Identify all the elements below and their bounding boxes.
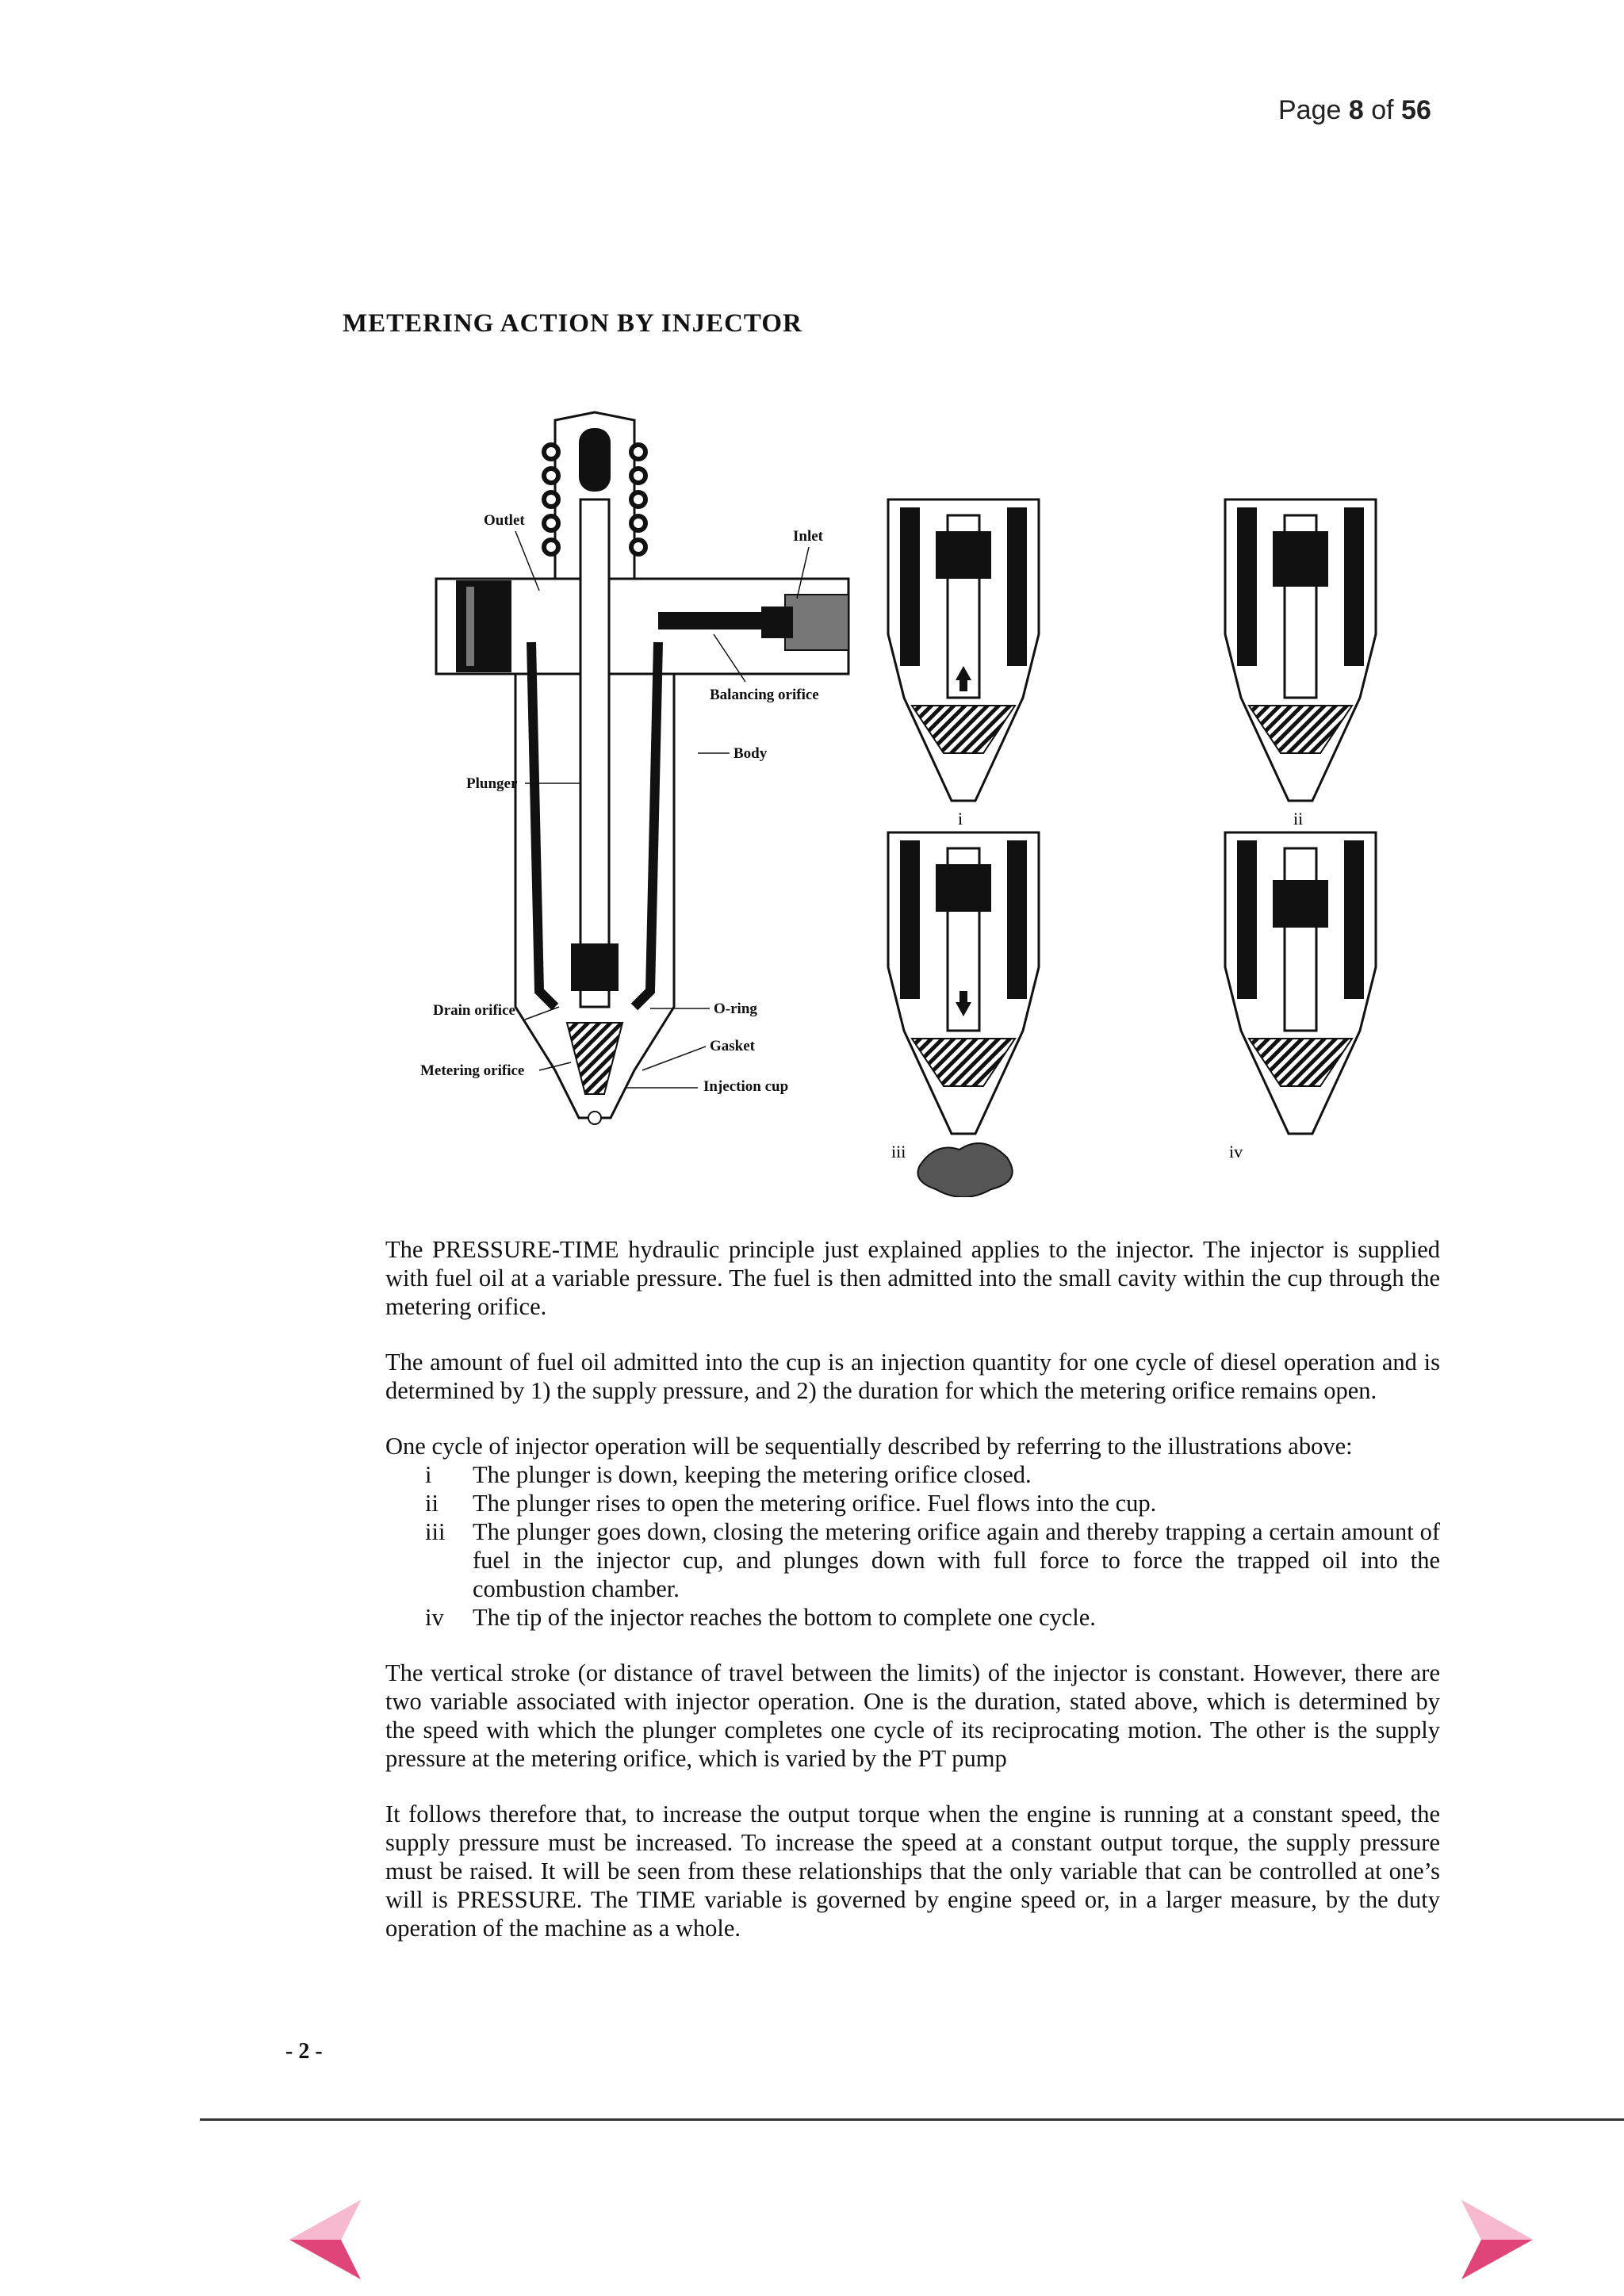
- list-item: [385, 1489, 1440, 1517]
- body-text: [385, 1235, 1440, 1969]
- page-prefix: Page: [1278, 95, 1349, 125]
- paragraph: It follows therefore that, to increase the output torque when the engine is running at a constant speed, the supply pressure must be increased. To increase the speed at a constant output torque, the supply pressure must be raised. It will be seen from these relationships that the only variable that can be controlled at one’s will is PRESSURE. The TIME variable is governed by engine speed or, in a larger measure, by the duty operation of the machine as a whole.: [385, 1800, 1440, 1942]
- step-text: The plunger goes down, closing the metering orifice again and thereby trapping a certain amount of fuel in the injector cup, and plunges down with full force to force the trapped oil into the combustion chamber.: [473, 1518, 1440, 1602]
- paragraph: The amount of fuel oil admitted into the cup is an injection quantity for one cycle of diesel operation and is determined by 1) the supply pressure, and 2) the duration for which the metering orifice remains open.: [385, 1349, 1440, 1404]
- step-text: The plunger rises to open the metering orifice. Fuel flows into the cup.: [473, 1490, 1157, 1517]
- stage-label-i: i: [958, 809, 963, 828]
- current-page: 8: [1348, 95, 1364, 125]
- label-balancing-orifice: Balancing orifice: [710, 687, 819, 703]
- stage-label-iv: iv: [1229, 1142, 1243, 1161]
- section-title: METERING ACTION BY INJECTOR: [343, 309, 802, 338]
- stage-i-diagram: [888, 499, 1039, 828]
- main-injector: [420, 412, 848, 1124]
- label-gasket: Gasket: [710, 1038, 755, 1054]
- label-o-ring: O-ring: [714, 1001, 757, 1017]
- total-pages: 56: [1401, 95, 1431, 125]
- label-outlet: Outlet: [484, 512, 525, 529]
- steps-list: [385, 1460, 1440, 1632]
- stage-ii-diagram: [1225, 499, 1376, 828]
- stage-label-ii: ii: [1293, 809, 1304, 828]
- page-number: - 2 -: [285, 2039, 323, 2064]
- triangle-left-icon[interactable]: [285, 2196, 365, 2283]
- label-drain-orifice: Drain orifice: [433, 1002, 515, 1019]
- label-plunger: Plunger: [466, 775, 518, 792]
- page-counter: [1278, 95, 1431, 126]
- list-item: [385, 1517, 1440, 1603]
- label-injection-cup: Injection cup: [703, 1078, 789, 1095]
- stage-iii-diagram: [888, 832, 1039, 1197]
- step-number: i: [425, 1461, 432, 1488]
- step-number: ii: [425, 1490, 439, 1517]
- label-body: Body: [733, 745, 768, 762]
- footer-divider: [200, 2118, 1624, 2121]
- label-metering-orifice: Metering orifice: [420, 1062, 525, 1079]
- paragraph: The vertical stroke (or distance of travel between the limits) of the injector is constant. However, there are two variable associated with injector operation. One is the duration, stated above, which is determined by the speed with which the plunger completes one cycle of its reciprocating motion. The other is the supply pressure at the metering orifice, which is varied by the PT pump: [385, 1659, 1440, 1772]
- paragraph: The PRESSURE-TIME hydraulic principle just explained applies to the injector. The injector is supplied with fuel oil at a variable pressure. The fuel is then admitted into the small cavity within the cup through the metering orifice.: [385, 1236, 1440, 1320]
- triangle-right-icon[interactable]: [1457, 2196, 1537, 2283]
- step-number: iv: [425, 1604, 444, 1631]
- stage-iv-diagram: [1225, 832, 1376, 1161]
- step-text: The plunger is down, keeping the metering orifice closed.: [473, 1461, 1032, 1488]
- list-item: [385, 1603, 1440, 1632]
- injector-diagram: [396, 404, 1411, 1197]
- step-text: The tip of the injector reaches the bottom to complete one cycle.: [473, 1604, 1096, 1631]
- page-of: of: [1363, 95, 1402, 125]
- list-item: [385, 1460, 1440, 1489]
- step-number: iii: [425, 1518, 446, 1545]
- stage-label-iii: iii: [891, 1142, 906, 1161]
- label-inlet: Inlet: [793, 528, 823, 545]
- paragraph: One cycle of injector operation will be sequentially described by referring to the illustrations above:: [385, 1433, 1353, 1460]
